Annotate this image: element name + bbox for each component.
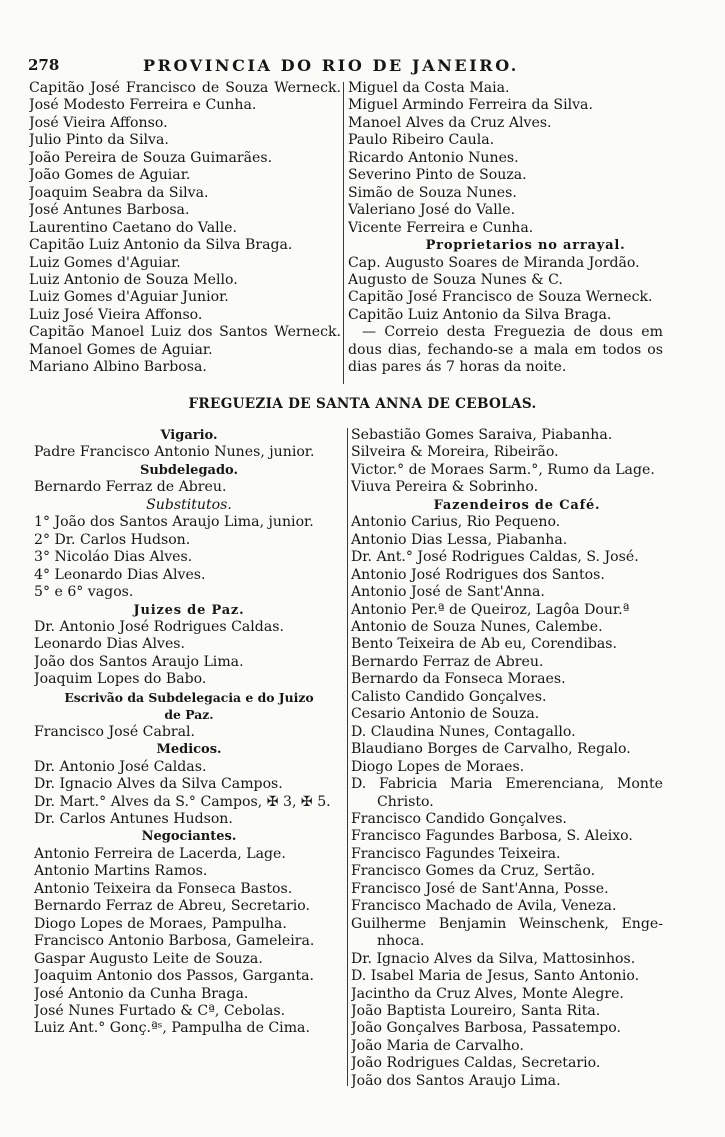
column-divider-top [343, 82, 344, 384]
list-item: Severino Pinto de Souza. [348, 167, 527, 184]
section-title: FREGUEZIA DE SANTA ANNA DE CEBOLAS. [188, 396, 537, 412]
proprietarios-heading: Proprietarios no arrayal. [425, 238, 626, 254]
list-item: Miguel da Costa Maia. [348, 80, 510, 96]
list-item: José Nunes Furtado & Cª, Cebolas. [34, 1002, 286, 1019]
list-item: Ricardo Antonio Nunes. [348, 149, 519, 166]
list-item: Diogo Lopes de Moraes. [351, 758, 525, 775]
list-item: Luiz Ant.° Gonç.ªˢ, Pampulha de Cima. [34, 1020, 310, 1037]
list-item: Bernardo Ferraz de Abreu. [351, 653, 544, 670]
negociantes-heading: Negociantes. [141, 829, 237, 845]
top-right-column [348, 80, 663, 377]
list-item: Bernardo da Fonseca Moraes. [351, 671, 566, 688]
page-header [28, 56, 698, 80]
list-item: Leonardo Dias Alves. [34, 636, 186, 653]
column-divider-bottom [347, 428, 348, 1086]
list-item: Luiz Antonio de Souza Mello. [29, 271, 238, 288]
list-item: Joaquim Lopes do Babo. [34, 671, 207, 688]
list-item: D. Fabricia Maria Emerenciana, Monte [351, 776, 663, 793]
juizes-heading: Juizes de Paz. [133, 602, 245, 618]
list-item: Dr. Antonio José Rodrigues Caldas. [34, 618, 284, 635]
list-item: João dos Santos Araujo Lima. [34, 653, 244, 670]
list-item: Paulo Ribeiro Caula. [348, 132, 495, 149]
list-item: Laurentino Caetano do Valle. [29, 219, 237, 236]
list-item: Bernardo Ferraz de Abreu. [34, 479, 227, 496]
list-item: 2° Dr. Carlos Hudson. [34, 531, 191, 548]
list-item: Gaspar Augusto Leite de Souza. [34, 950, 263, 967]
list-item: João Maria de Carvalho. [351, 1037, 524, 1054]
list-item: Dr. Ant.° José Rodrigues Caldas, S. José. [351, 549, 639, 566]
list-item: Capitão Luiz Antonio da Silva Braga. [29, 237, 293, 254]
list-item: Julio Pinto da Silva. [29, 132, 169, 149]
list-item: João Baptista Loureiro, Santa Rita. [351, 1002, 601, 1019]
list-item: Bento Teixeira de Ab eu, Corendibas. [351, 636, 617, 653]
medicos-heading: Medicos. [156, 742, 222, 758]
list-item: Antonio Dias Lessa, Piabanha. [351, 531, 568, 548]
list-item: João Gonçalves Barbosa, Passatempo. [351, 1020, 621, 1037]
list-item: José Antonio da Cunha Braga. [34, 985, 249, 1002]
list-item: Dr. Carlos Antunes Hudson. [34, 810, 233, 827]
list-item: Guilherme Benjamin Weinschenk, Enge- [351, 915, 663, 932]
bottom-left-column [34, 427, 344, 1038]
list-item: Capitão Manoel Luiz dos Santos Werneck. [29, 324, 341, 341]
list-item: Joaquim Antonio dos Passos, Garganta. [34, 968, 315, 985]
list-item: João Rodrigues Caldas, Secretario. [351, 1055, 601, 1072]
list-item: nhoca. [377, 933, 425, 950]
list-item: Francisco Candido Gonçalves. [351, 810, 567, 827]
list-item: Luiz Gomes d'Aguiar. [29, 254, 181, 271]
correio-note: dias pares ás 7 horas da noite. [348, 359, 567, 376]
list-item: Christo. [377, 793, 434, 810]
list-item: José Vieira Affonso. [29, 114, 168, 131]
list-item: Dr. Antonio José Caldas. [34, 758, 207, 775]
list-item: 3° Nicoláo Dias Alves. [34, 549, 193, 566]
list-item: Sebastião Gomes Saraiva, Piabanha. [351, 427, 613, 443]
list-item: Francisco Fagundes Teixeira. [351, 845, 561, 862]
list-item: Viuva Pereira & Sobrinho. [351, 479, 539, 496]
list-item: Vicente Ferreira e Cunha. [348, 219, 534, 236]
escrivao-heading: Escrivão da Subdelegacia e do Juizo [64, 689, 314, 705]
list-item: Francisco Antonio Barbosa, Gameleira. [34, 933, 315, 950]
list-item: Blaudiano Borges de Carvalho, Regalo. [351, 741, 631, 758]
list-item: Manoel Gomes de Aguiar. [29, 341, 213, 358]
correio-note: dous dias, fechando-se a mala em todos os [348, 341, 663, 358]
list-item: Valeriano José do Valle. [348, 202, 516, 219]
correio-note: — Correio desta Freguezia de dous em [362, 324, 663, 341]
page-number: 278 [28, 56, 60, 74]
list-item: Luiz José Vieira Affonso. [29, 306, 203, 323]
list-item: Capitão José Francisco de Souza Werneck. [348, 289, 653, 306]
list-item: José Antunes Barbosa. [29, 202, 190, 219]
list-item: Francisco Gomes da Cruz, Sertão. [351, 863, 596, 880]
list-item: Antonio Ferreira de Lacerda, Lage. [34, 845, 286, 862]
list-item: Jacintho da Cruz Alves, Monte Alegre. [351, 985, 624, 1002]
list-item: Silveira & Moreira, Ribeirão. [351, 444, 559, 461]
list-item: Antonio Carius, Rio Pequeno. [351, 514, 561, 531]
list-item: D. Isabel Maria de Jesus, Santo Antonio. [351, 968, 640, 985]
list-item: Capitão José Francisco de Souza Werneck. [29, 80, 341, 96]
list-item: Dr. Ignacio Alves da Silva Campos. [34, 776, 283, 793]
list-item: Simão de Souza Nunes. [348, 184, 517, 201]
list-item: João Gomes de Aguiar. [29, 167, 191, 184]
substitutos-heading: Substitutos. [146, 496, 232, 513]
list-item: Capitão Luiz Antonio da Silva Braga. [348, 306, 612, 323]
list-item: Francisco Machado de Avila, Veneza. [351, 898, 617, 915]
list-item: Antonio de Souza Nunes, Calembe. [351, 618, 603, 635]
page-title: PROVINCIA DO RIO DE JANEIRO. [143, 56, 519, 75]
list-item: Cap. Augusto Soares de Miranda Jordão. [348, 254, 640, 271]
list-item: Cesario Antonio de Souza. [351, 706, 540, 723]
list-item: Calisto Candido Gonçalves. [351, 688, 547, 705]
list-item: D. Claudina Nunes, Contagallo. [351, 723, 576, 740]
list-item: Mariano Albino Barbosa. [29, 359, 207, 376]
list-item: Dr. Ignacio Alves da Silva, Mattosinhos. [351, 950, 636, 967]
list-item: Diogo Lopes de Moraes, Pampulha. [34, 915, 287, 932]
list-item: Francisco José Cabral. [34, 723, 196, 740]
list-item: 5° e 6° vagos. [34, 584, 134, 601]
list-item: Joaquim Seabra da Silva. [29, 184, 209, 201]
list-item: Francisco Fagundes Barbosa, S. Aleixo. [351, 828, 633, 845]
list-item: 1° João dos Santos Araujo Lima, junior. [34, 514, 314, 531]
list-item: Padre Francisco Antonio Nunes, junior. [34, 444, 315, 461]
list-item: Manoel Alves da Cruz Alves. [348, 114, 552, 131]
vigario-heading: Vigario. [160, 428, 218, 443]
list-item: Antonio Per.ª de Queiroz, Lagôa Dour.ª [351, 601, 630, 618]
list-item: Antonio José de Sant'Anna. [351, 584, 545, 601]
list-item: João Pereira de Souza Guimarães. [29, 149, 273, 166]
list-item: Antonio Teixeira da Fonseca Bastos. [34, 880, 293, 897]
list-item: Bernardo Ferraz de Abreu, Secretario. [34, 898, 310, 915]
fazendeiros-heading: Fazendeiros de Café. [433, 497, 601, 513]
list-item: João dos Santos Araujo Lima. [351, 1072, 561, 1089]
list-item: José Modesto Ferreira e Cunha. [29, 97, 257, 114]
bottom-right-column [351, 427, 663, 1090]
list-item: 4° Leonardo Dias Alves. [34, 566, 206, 583]
top-left-column [29, 80, 341, 377]
list-item: Antonio José Rodrigues dos Santos. [351, 566, 605, 583]
list-item: Miguel Armindo Ferreira da Silva. [348, 97, 593, 114]
list-item: Victor.° de Moraes Sarm.°, Rumo da Lage. [351, 461, 655, 478]
list-item: Dr. Mart.° Alves da S.° Campos, ✠ 3, ✠ 5. [34, 793, 331, 810]
list-item: Augusto de Souza Nunes & C. [348, 271, 563, 288]
list-item: Antonio Martins Ramos. [34, 863, 208, 880]
list-item: Luiz Gomes d'Aguiar Junior. [29, 289, 229, 306]
subdelegado-heading: Subdelegado. [139, 462, 239, 478]
list-item: Francisco José de Sant'Anna, Posse. [351, 880, 609, 897]
escrivao-heading: de Paz. [164, 707, 214, 723]
